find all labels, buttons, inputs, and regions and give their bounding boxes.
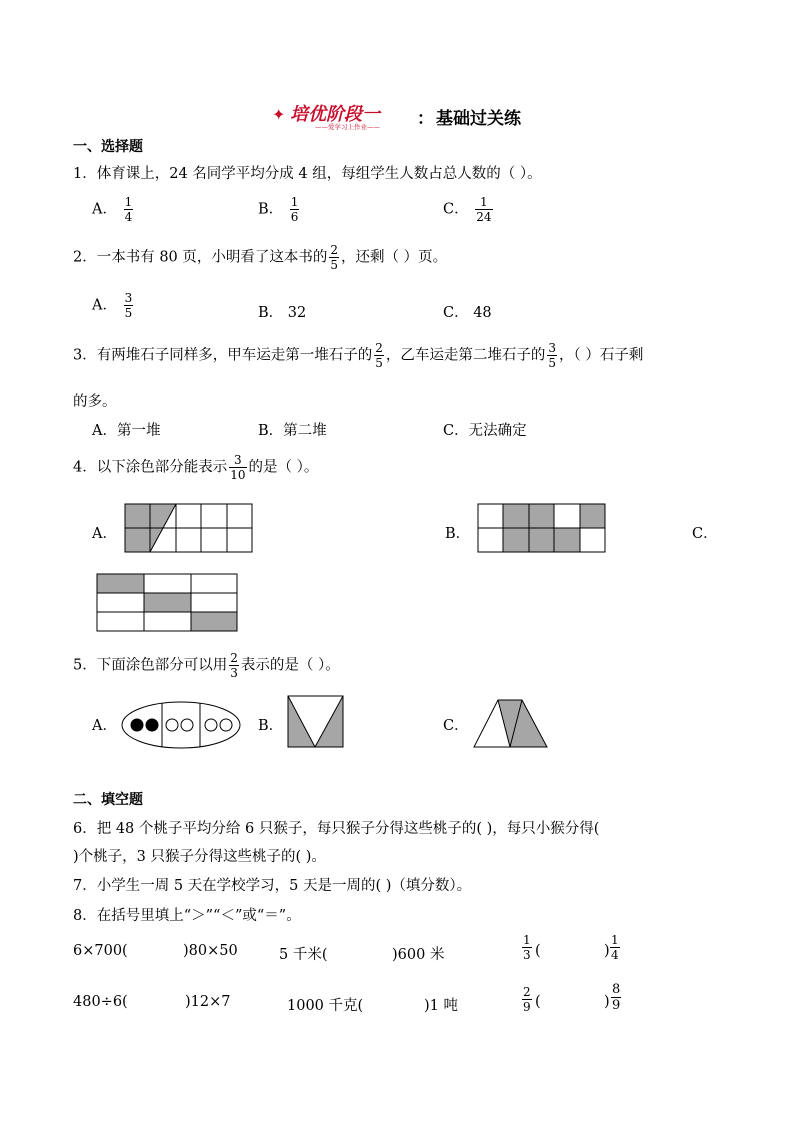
fraction	[124, 196, 134, 223]
compare-open-paren: (	[535, 943, 541, 959]
option-label: B．	[258, 201, 284, 218]
denominator: 4	[611, 948, 619, 962]
q5-figure-c	[473, 699, 549, 749]
section-heading: 一、选择题	[73, 139, 143, 155]
option-label: A．	[92, 297, 117, 314]
compare-right: )600 米	[392, 947, 445, 963]
q3-option-c: C．无法确定	[443, 423, 527, 439]
q5-stem-end: 表示的是（ ）。	[240, 657, 340, 674]
denominator: 9	[523, 1000, 531, 1014]
fraction	[610, 934, 620, 961]
q4-figure-c	[96, 573, 239, 632]
compare-right: )12×7	[185, 994, 231, 1010]
q4-figure-a	[124, 503, 254, 553]
numerator: 1	[523, 933, 531, 947]
fraction	[229, 652, 239, 679]
q4-figure-b	[477, 503, 607, 553]
q4-label-b: B．	[445, 526, 471, 542]
numerator: 3	[234, 453, 242, 467]
compare-close-paren: )	[604, 994, 610, 1010]
q4-stem: 4．以下涂色部分能表示	[73, 459, 228, 476]
denominator: 5	[375, 356, 383, 370]
option-label: C．	[443, 201, 469, 218]
fraction	[611, 983, 621, 1012]
q3-option-a: A．第一堆	[92, 423, 161, 439]
compare-right: )1 吨	[424, 998, 458, 1014]
fraction	[329, 244, 339, 271]
q4-label-a: A．	[92, 526, 117, 542]
denominator: 24	[476, 210, 492, 224]
numerator: 2	[523, 985, 531, 999]
q2-option-c: C． 48	[443, 305, 492, 321]
question-2	[73, 244, 447, 271]
fraction	[124, 292, 134, 319]
compare-left: 5 千米(	[279, 947, 328, 963]
fraction	[229, 454, 246, 481]
compare-left: 480÷6(	[73, 994, 128, 1010]
denominator: 9	[612, 998, 621, 1013]
q2-stem-end: ，还剩（ ）页。	[341, 249, 448, 266]
q5-figure-a	[120, 700, 242, 750]
compare-left: 1000 千克(	[287, 998, 364, 1014]
numerator: 8	[612, 982, 621, 997]
q1-option-b	[258, 196, 301, 223]
q3-stem-line2: 的多。	[73, 394, 117, 410]
question-6-line1: 6．把 48 个桃子平均分给 6 只猴子，每只猴子分得这些桃子的( )，每只小猴分得(	[73, 821, 600, 837]
page-title: 基础过关练	[436, 109, 521, 129]
numerator: 3	[548, 341, 557, 355]
denominator: 10	[230, 468, 246, 482]
compare-fraction-pair	[520, 934, 534, 961]
question-5	[73, 652, 340, 679]
q4-label-c: C．	[692, 526, 718, 542]
denominator: 3	[230, 666, 238, 680]
title-separator: ：	[417, 109, 434, 129]
q5-label-a: A．	[92, 718, 117, 734]
fraction	[522, 934, 532, 961]
numerator: 2	[330, 243, 339, 257]
question-3	[73, 342, 643, 369]
q1-option-c	[443, 196, 495, 223]
fraction	[522, 986, 532, 1013]
numerator: 3	[124, 291, 133, 305]
q2-option-a	[92, 292, 135, 319]
numerator: 1	[480, 195, 488, 209]
numerator: 2	[230, 651, 238, 665]
logo-book-icon: ✦	[272, 105, 286, 124]
compare-fraction-pair	[608, 934, 622, 961]
denominator: 3	[523, 948, 531, 962]
numerator: 1	[124, 195, 133, 209]
numerator: 1	[611, 933, 619, 947]
q4-stem-end: 的是（ ）。	[248, 459, 319, 476]
denominator: 4	[124, 210, 133, 224]
q2-option-b: B． 32	[258, 305, 307, 321]
q3-option-b: B．第二堆	[258, 423, 327, 439]
question-7: 7．小学生一周 5 天在学校学习，5 天是一周的( )（填分数）。	[73, 878, 472, 894]
q3-stem: 3．有两堆石子同样多，甲车运走第一堆石子的	[73, 347, 373, 364]
q5-label-b: B．	[258, 718, 284, 734]
q1-option-a	[92, 196, 135, 223]
denominator: 5	[124, 306, 133, 320]
compare-close-paren: )	[604, 943, 610, 959]
compare-open-paren: (	[535, 994, 541, 1010]
compare-fraction-pair	[520, 986, 534, 1013]
logo-subtitle: ——爱学习上作业——	[315, 123, 380, 131]
section-heading: 二、填空题	[73, 792, 143, 808]
q3-stem-end: ，（ ）石子剩	[559, 347, 644, 364]
numerator: 2	[375, 341, 383, 355]
question-8: 8．在括号里填上“＞”“＜”或“＝”。	[73, 908, 301, 924]
compare-fraction-pair	[609, 983, 623, 1012]
question-1: 1．体育课上，24 名同学平均分成 4 组，每组学生人数占总人数的（ ）。	[73, 166, 542, 182]
q2-stem: 2．一本书有 80 页，小明看了这本书的	[73, 249, 328, 266]
question-4	[73, 454, 318, 481]
denominator: 6	[290, 210, 299, 224]
fraction	[547, 342, 557, 369]
denominator: 5	[548, 356, 557, 370]
q5-stem: 5．下面涂色部分可以用	[73, 657, 228, 674]
fraction	[374, 342, 384, 369]
question-6-line2: )个桃子，3 只猴子分得这些桃子的( )。	[73, 849, 326, 865]
q5-figure-b	[287, 695, 345, 749]
logo-text: 培优阶段一	[290, 104, 381, 125]
fraction	[475, 196, 492, 223]
compare-left: 6×700(	[73, 943, 128, 959]
fraction	[290, 196, 300, 223]
q5-label-c: C．	[443, 718, 469, 734]
compare-right: )80×50	[183, 943, 238, 959]
numerator: 1	[290, 195, 299, 209]
q3-stem-mid: ，乙车运走第二堆石子的	[385, 347, 546, 364]
denominator: 5	[330, 258, 339, 272]
option-label: A．	[92, 201, 117, 218]
